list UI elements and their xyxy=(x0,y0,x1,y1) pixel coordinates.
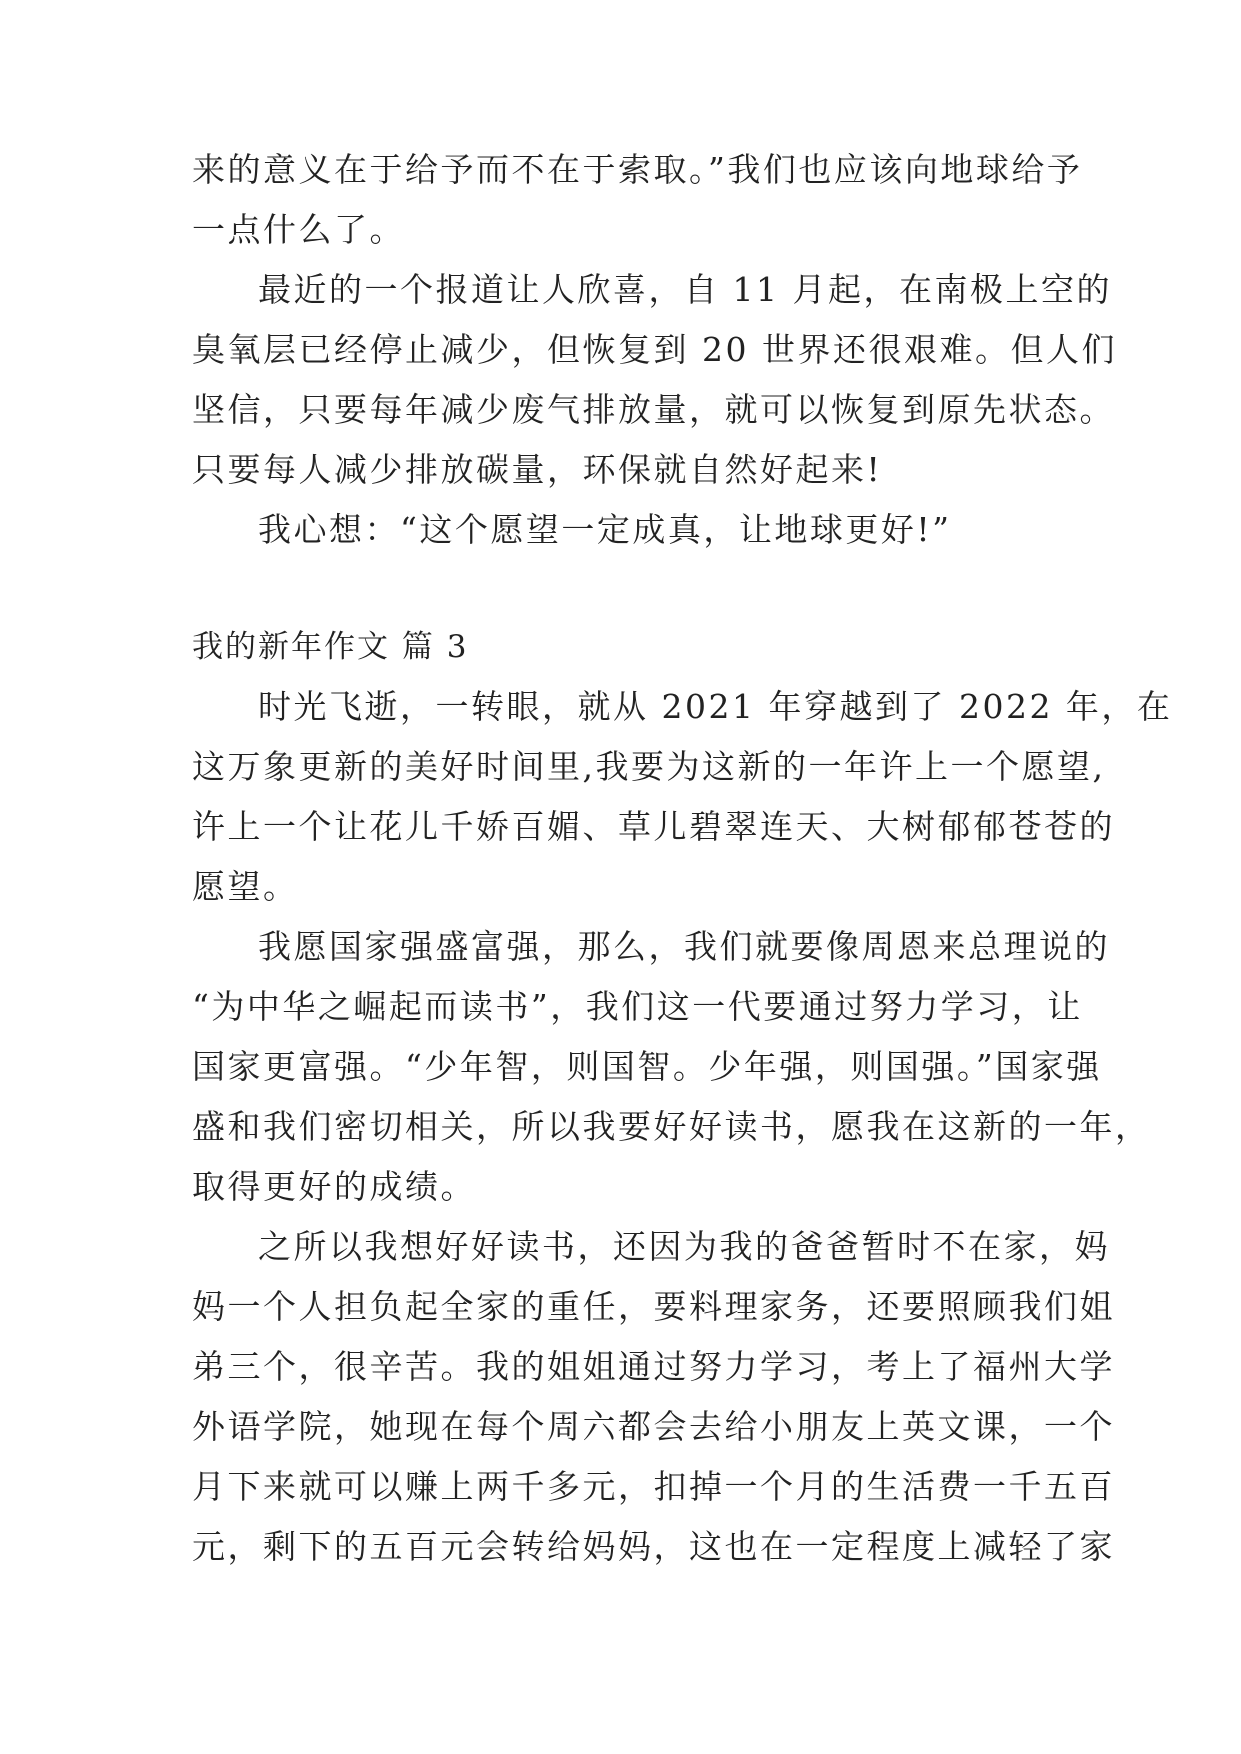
paragraph-line: 外语学院，她现在每个周六都会去给小朋友上英文课，一个 xyxy=(192,1407,1115,1446)
paragraph-line: 盛和我们密切相关，所以我要好好读书，愿我在这新的一年， xyxy=(192,1107,1151,1146)
paragraph-line: 我愿国家强盛富强，那么，我们就要像周恩来总理说的 xyxy=(258,927,1110,966)
paragraph-line: 只要每人减少排放碳量，环保就自然好起来! xyxy=(192,450,883,489)
paragraph-line: 时光飞逝，一转眼，就从 2021 年穿越到了 2022 年，在 xyxy=(258,687,1173,726)
paragraph-line: 元，剩下的五百元会转给妈妈，这也在一定程度上减轻了家 xyxy=(192,1527,1115,1566)
paragraph-line: 这万象更新的美好时间里,我要为这新的一年许上一个愿望, xyxy=(192,747,1106,786)
paragraph-line: 来的意义在于给予而不在于索取。”我们也应该向地球给予 xyxy=(192,150,1083,189)
section-heading: 我的新年作文 篇 3 xyxy=(192,629,469,665)
paragraph-line: 臭氧层已经停止减少，但恢复到 20 世界还很艰难。但人们 xyxy=(192,330,1117,369)
paragraph-line: 月下来就可以赚上两千多元，扣掉一个月的生活费一千五百 xyxy=(192,1467,1115,1506)
paragraph-line: 我心想：“这个愿望一定成真，让地球更好!” xyxy=(258,510,952,549)
paragraph-line: “为中华之崛起而读书”，我们这一代要通过努力学习，让 xyxy=(192,987,1083,1026)
paragraph-line: 坚信，只要每年减少废气排放量，就可以恢复到原先状态。 xyxy=(192,390,1115,429)
paragraph-line: 之所以我想好好读书，还因为我的爸爸暂时不在家，妈 xyxy=(258,1227,1110,1266)
paragraph-line: 最近的一个报道让人欣喜，自 11 月起，在南极上空的 xyxy=(258,270,1112,309)
paragraph-line: 取得更好的成绩。 xyxy=(192,1167,476,1206)
paragraph-line: 一点什么了。 xyxy=(192,210,405,249)
paragraph-line: 愿望。 xyxy=(192,867,299,906)
paragraph-line: 许上一个让花儿千娇百媚、草儿碧翠连天、大树郁郁苍苍的 xyxy=(192,807,1115,846)
paragraph-line: 国家更富强。“少年智，则国智。少年强，则国强。”国家强 xyxy=(192,1047,1102,1086)
paragraph-line: 弟三个，很辛苦。我的姐姐通过努力学习，考上了福州大学 xyxy=(192,1347,1115,1386)
paragraph-line: 妈一个人担负起全家的重任，要料理家务，还要照顾我们姐 xyxy=(192,1287,1115,1326)
